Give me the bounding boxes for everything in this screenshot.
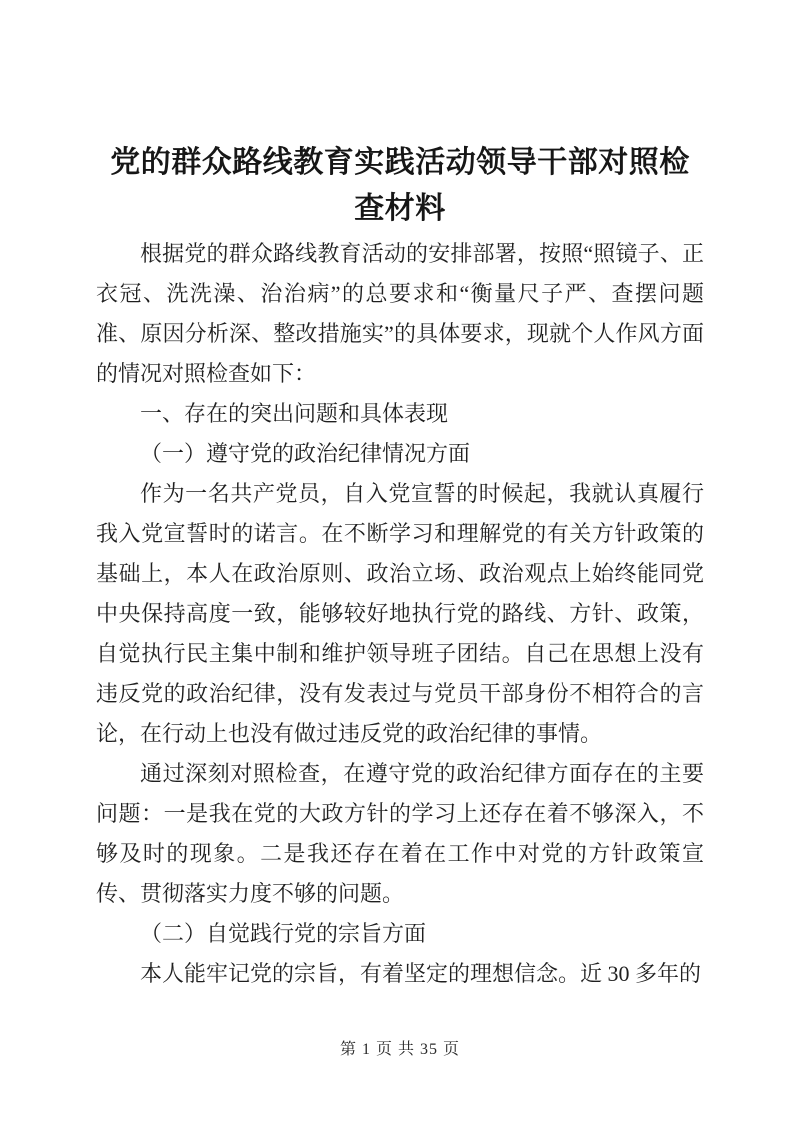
page-number-indicator: 第 1 页 共 35 页	[339, 1041, 460, 1058]
paragraph-main-problems: 通过深刻对照检查，在遵守党的政治纪律方面存在的主要问题：一是我在党的大政方针的学习上还存在着不够深入，不够及时的现象。二是我还存在着在工作中对党的方针政策宣传、贯彻落实力度不够的问题。	[96, 761, 704, 906]
paragraph-party-purpose: 本人能牢记党的宗旨，有着坚定的理想信念。近 30 多年的	[140, 961, 702, 986]
document-title: 党的群众路线教育实践活动领导干部对照检查材料	[110, 146, 690, 225]
page-footer	[0, 1038, 800, 1062]
heading-subsection-1-2: （二）自觉践行党的宗旨方面	[140, 921, 427, 946]
heading-subsection-1-1: （一）遵守党的政治纪律情况方面	[140, 441, 471, 466]
paragraph-political-discipline: 作为一名共产党员，自入党宣誓的时候起，我就认真履行我入党宣誓时的诺言。在不断学习和理解党的有关方针政策的基础上，本人在政治原则、政治立场、政治观点上始终能同党中央保持高度一致，能够较好地执行党的路线、方针、政策，自觉执行民主集中制和维护领导班子团结。自己在思想上没有违反党的政治纪律，没有发表过与党员干部身份不相符合的言论，在行动上也没有做过违反党的政治纪律的事情。	[96, 481, 704, 746]
document-body	[96, 234, 704, 994]
paragraph-intro: 根据党的群众路线教育活动的安排部署，按照“照镜子、正衣冠、洗洗澡、治治病”的总要求和“衡量尺子严、查摆问题准、原因分析深、整改措施实”的具体要求，现就个人作风方面的情况对照检查如下：	[96, 241, 704, 386]
document-content	[96, 140, 704, 994]
heading-section-1: 一、存在的突出问题和具体表现	[140, 401, 449, 426]
